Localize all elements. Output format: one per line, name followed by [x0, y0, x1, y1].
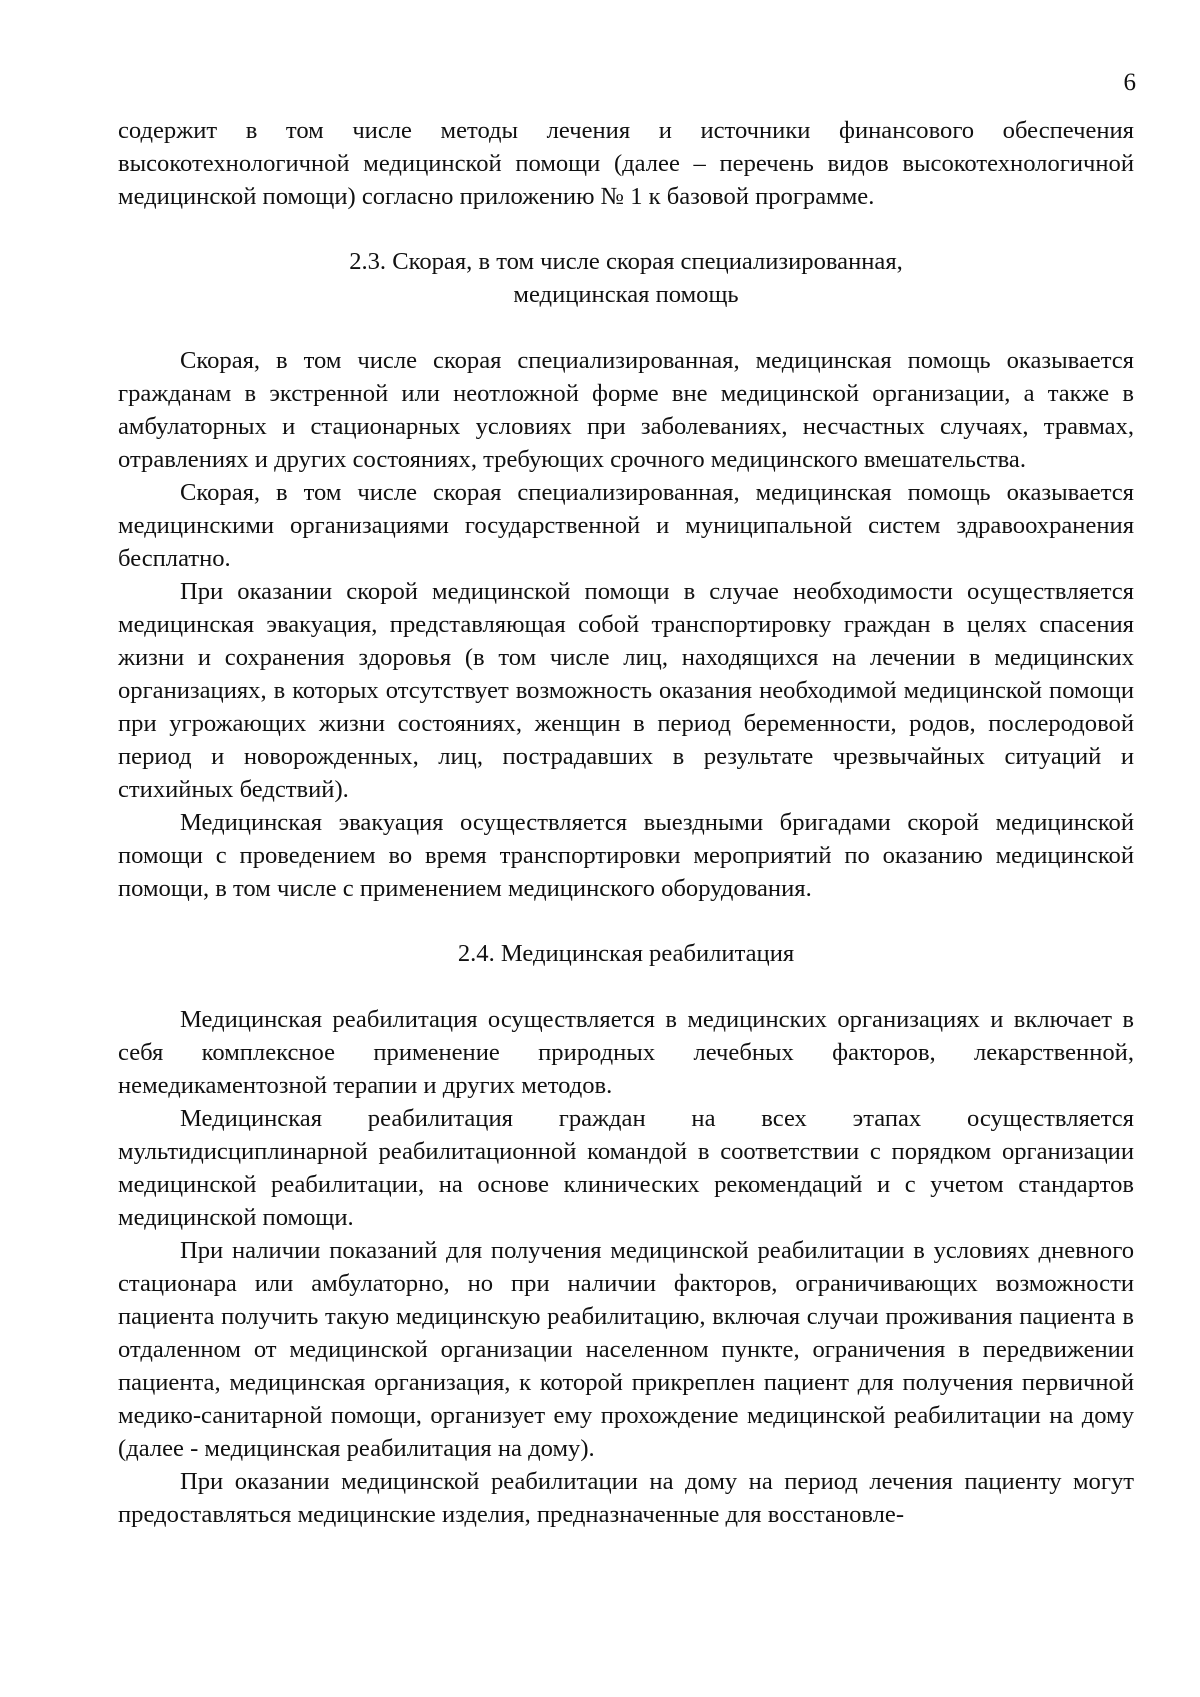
paragraph: Скорая, в том числе скорая специализированная, медицинская помощь оказывается медицинскими организациями государственной и муниципальной систем здравоохранения бесплатно. — [118, 479, 1134, 572]
document-body — [118, 114, 1134, 1531]
paragraph: При наличии показаний для получения медицинской реабилитации в условиях дневного стационара или амбулаторно, но при наличии факторов, ограничивающих возможности пациента получить такую медицинскую реабилитацию, включая случаи проживания пациента в отдаленном от медицинской организации населенном пункте, ограничения в передвижении пациента, медицинская организация, к которой прикреплен пациент для получения первичной медико-санитарной помощи, организует ему прохождение медицинской реабилитации на дому (далее - медицинская реабилитация на дому). — [118, 1237, 1134, 1462]
paragraph: При оказании скорой медицинской помощи в случае необходимости осуществляется медицинская эвакуация, представляющая собой транспортировку граждан в целях спасения жизни и сохранения здоровья (в том числе лиц, находящихся на лечении в медицинских организациях, в которых отсутствует возможность оказания необходимой медицинской помощи при угрожающих жизни состояниях, женщин в период беременности, родов, послеродовой период и новорожденных, лиц, пострадавших в результате чрезвычайных ситуаций и стихийных бедствий). — [118, 578, 1134, 803]
paragraph: Медицинская реабилитация осуществляется в медицинских организациях и включает в себя комплексное применение природных лечебных факторов, лекарственной, немедикаментозной терапии и других методов. — [118, 1006, 1134, 1099]
page-number: 6 — [1123, 69, 1136, 96]
paragraph: Медицинская реабилитация граждан на всех этапах осуществляется мультидисциплинарной реабилитационной командой в соответствии с порядком организации медицинской реабилитации, на основе клинических рекомендаций и с учетом стандартов медицинской помощи. — [118, 1105, 1134, 1231]
paragraph: Медицинская эвакуация осуществляется выездными бригадами скорой медицинской помощи с проведением во время транспортировки мероприятий по оказанию медицинской помощи, в том числе с применением медицинского оборудования. — [118, 809, 1134, 902]
section-heading-2-3 — [118, 245, 1134, 311]
section-heading-2-4: 2.4. Медицинская реабилитация — [457, 940, 795, 967]
paragraph: Скорая, в том числе скорая специализированная, медицинская помощь оказывается гражданам в экстренной или неотложной форме вне медицинской организации, а также в амбулаторных и стационарных условиях при заболеваниях, несчастных случаях, травмах, отравлениях и других состояниях, требующих срочного медицинского вмешательства. — [118, 347, 1134, 473]
section-heading-2-3-line-1: 2.3. Скорая, в том числе скорая специализированная, — [349, 248, 903, 275]
paragraph-continuation: содержит в том числе методы лечения и источники финансового обеспечения высокотехнологичной медицинской помощи (далее – перечень видов высокотехнологичной медицинской помощи) согласно приложению № 1 к базовой программе. — [118, 117, 1134, 210]
section-heading-2-3-line-2: медицинская помощь — [513, 281, 739, 308]
paragraph: При оказании медицинской реабилитации на дому на период лечения пациенту могут предоставляться медицинские изделия, предназначенные для восстановле- — [118, 1468, 1134, 1528]
